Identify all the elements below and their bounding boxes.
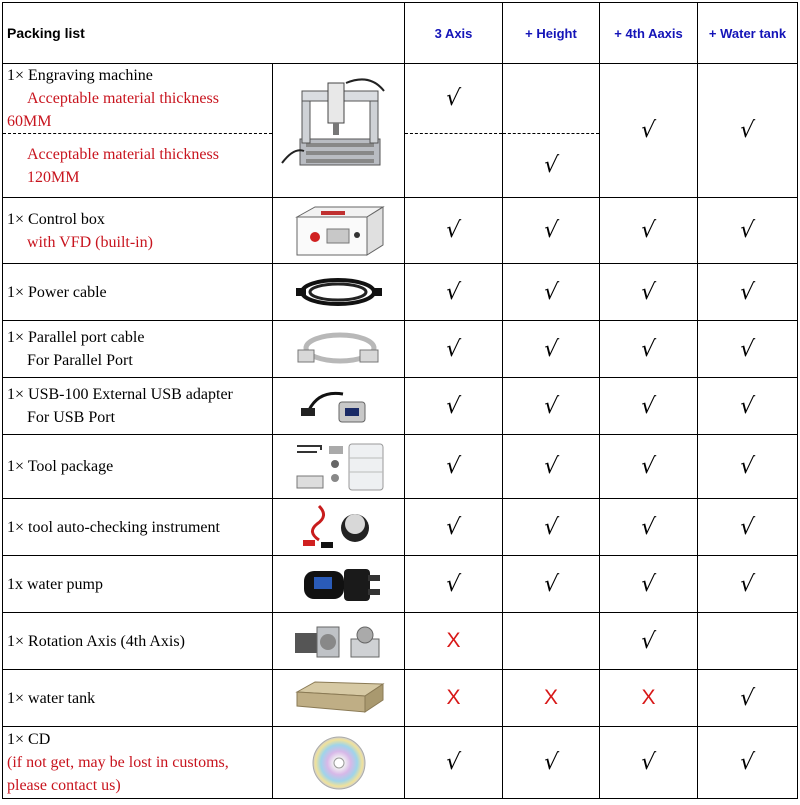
mark-engraving-a-3axis [405, 64, 503, 134]
item-note: 60MM [7, 113, 52, 130]
item-auto-check [3, 499, 273, 556]
checkmark-icon: √ [542, 336, 560, 362]
item-name: 1× CD [7, 731, 51, 748]
header-row [3, 3, 798, 64]
table-row-auto-check [3, 499, 798, 556]
cnc-machine-icon [280, 77, 398, 185]
mark-cd-water-tank [698, 727, 798, 799]
mark-tool-package-height [503, 435, 600, 499]
mark-water-pump-water-tank [698, 556, 798, 613]
item-name: 1× USB-100 External USB adapter [7, 386, 233, 403]
water-tank-icon [291, 678, 387, 718]
mark-parallel-cable-4th-axis [600, 321, 698, 378]
item-name: 1× water tank [7, 689, 96, 707]
checkmark-icon: √ [445, 86, 462, 111]
cross-icon: X [641, 686, 656, 709]
checkmark-icon: √ [739, 454, 756, 479]
checkmark-icon: √ [445, 218, 462, 243]
mark-control-box-4th-axis [600, 198, 698, 264]
checkmark-icon: √ [542, 218, 560, 243]
checkmark-icon: √ [445, 454, 462, 479]
checkmark-icon: √ [640, 628, 657, 654]
engraving-machine-image [273, 64, 405, 198]
item-note: with VFD (built-in) [27, 233, 153, 251]
checkmark-icon: √ [640, 454, 657, 479]
water-pump-image [273, 556, 405, 613]
checkmark-icon: √ [640, 118, 657, 143]
item-note: (if not get, may be lost in customs, [7, 754, 229, 771]
checkmark-icon: √ [640, 750, 657, 775]
item-note: For USB Port [27, 409, 116, 426]
mark-auto-check-height [503, 499, 600, 556]
checkmark-icon: √ [739, 393, 756, 419]
checkmark-icon: √ [445, 571, 462, 597]
mark-parallel-cable-3axis [405, 321, 503, 378]
checkmark-icon: √ [542, 514, 560, 540]
checkmark-icon: √ [542, 153, 560, 178]
checkmark-icon: √ [739, 118, 756, 143]
checkmark-icon: √ [445, 336, 462, 362]
checkmark-icon: √ [445, 514, 462, 540]
water-pump-icon [294, 561, 384, 607]
mark-power-cable-3axis [405, 264, 503, 321]
checkmark-icon: √ [445, 750, 462, 775]
item-water-tank [3, 670, 273, 727]
item-note: 120MM [27, 168, 80, 186]
checkmark-icon: √ [542, 454, 560, 479]
mark-auto-check-3axis [405, 499, 503, 556]
mark-water-tank-water-tank [698, 670, 798, 727]
mark-rotation-axis-3axis [405, 613, 503, 670]
table-row-power-cable [3, 264, 798, 321]
item-name: 1× Rotation Axis (4th Axis) [7, 632, 185, 650]
mark-tool-package-4th-axis [600, 435, 698, 499]
item-power-cable [3, 264, 273, 321]
item-name: 1× tool auto-checking instrument [7, 518, 220, 536]
mark-parallel-cable-height [503, 321, 600, 378]
mark-engraving-a-height [503, 64, 600, 134]
table-row-usb-adapter [3, 378, 798, 435]
mark-control-box-3axis [405, 198, 503, 264]
mark-tool-package-water-tank [698, 435, 798, 499]
mark-power-cable-water-tank [698, 264, 798, 321]
table-row-control-box [3, 198, 798, 264]
checkmark-icon: √ [739, 336, 756, 362]
parallel-cable-icon [294, 328, 384, 370]
mark-water-pump-height [503, 556, 600, 613]
auto-check-image [273, 499, 405, 556]
item-note: please contact us) [7, 777, 121, 794]
table-row-engraving-a [3, 64, 798, 134]
item-engraving-machine [3, 64, 273, 134]
checkmark-icon: √ [640, 279, 657, 305]
mark-power-cable-4th-axis [600, 264, 698, 321]
cross-icon: X [446, 686, 461, 709]
mark-control-box-water-tank [698, 198, 798, 264]
rotation-axis-icon [291, 617, 387, 665]
mark-auto-check-water-tank [698, 499, 798, 556]
item-cd [3, 727, 273, 799]
parallel-cable-image [273, 321, 405, 378]
table-row-water-pump [3, 556, 798, 613]
mark-usb-adapter-water-tank [698, 378, 798, 435]
mark-usb-adapter-3axis [405, 378, 503, 435]
item-note: For Parallel Port [27, 352, 133, 369]
column-height: + Height [503, 3, 600, 64]
item-tool-package [3, 435, 273, 499]
item-note: Acceptable material thickness [27, 145, 219, 163]
column-4th-axis: + 4th Aaxis [600, 3, 698, 64]
item-rotation-axis [3, 613, 273, 670]
checkmark-icon: √ [739, 571, 756, 597]
mark-control-box-height [503, 198, 600, 264]
table-row-cd [3, 727, 798, 799]
mark-rotation-axis-height [503, 613, 600, 670]
mark-cd-4th-axis [600, 727, 698, 799]
checkmark-icon: √ [542, 393, 560, 419]
rotation-axis-image [273, 613, 405, 670]
power-cable-icon [294, 272, 384, 312]
item-usb-adapter [3, 378, 273, 435]
cross-icon: X [446, 629, 461, 652]
checkmark-icon: √ [640, 571, 657, 597]
item-control-box [3, 198, 273, 264]
column-3-axis: 3 Axis [405, 3, 503, 64]
mark-water-pump-4th-axis [600, 556, 698, 613]
mark-auto-check-4th-axis [600, 499, 698, 556]
cross-icon: X [543, 686, 558, 709]
cd-icon [311, 735, 367, 791]
usb-adapter-icon [299, 384, 379, 428]
control-box-image [273, 198, 405, 264]
table-row-parallel-cable [3, 321, 798, 378]
packing-list-title: Packing list [3, 3, 405, 64]
mark-water-tank-3axis [405, 670, 503, 727]
checkmark-icon: √ [445, 393, 462, 419]
checkmark-icon: √ [640, 514, 657, 540]
packing-list-table [2, 2, 798, 799]
item-name: 1× Parallel port cable [7, 329, 145, 346]
checkmark-icon: √ [739, 685, 756, 711]
table-row-water-tank [3, 670, 798, 727]
item-note: Acceptable material thickness [27, 90, 219, 107]
cd-image [273, 727, 405, 799]
checkmark-icon: √ [739, 279, 756, 305]
mark-water-pump-3axis [405, 556, 503, 613]
item-parallel-cable [3, 321, 273, 378]
power-cable-image [273, 264, 405, 321]
item-name: 1× Power cable [7, 283, 107, 301]
item-name: 1× Tool package [7, 458, 114, 475]
checkmark-icon: √ [542, 571, 560, 597]
item-water-pump [3, 556, 273, 613]
mark-engraving-water-tank [698, 64, 798, 198]
checkmark-icon: √ [640, 393, 657, 419]
mark-engraving-4th-axis [600, 64, 698, 198]
mark-engraving-b-height [503, 134, 600, 198]
checkmark-icon: √ [739, 750, 756, 775]
item-name: 1x water pump [7, 575, 103, 593]
usb-adapter-image [273, 378, 405, 435]
mark-cd-height [503, 727, 600, 799]
mark-parallel-cable-water-tank [698, 321, 798, 378]
mark-power-cable-height [503, 264, 600, 321]
mark-water-tank-4th-axis [600, 670, 698, 727]
item-name: 1× Control box [7, 210, 105, 228]
checkmark-icon: √ [640, 336, 657, 362]
item-name: 1× Engraving machine [7, 67, 153, 84]
mark-usb-adapter-height [503, 378, 600, 435]
mark-engraving-b-3axis [405, 134, 503, 198]
mark-rotation-axis-water-tank [698, 613, 798, 670]
mark-usb-adapter-4th-axis [600, 378, 698, 435]
mark-tool-package-3axis [405, 435, 503, 499]
checkmark-icon: √ [739, 514, 756, 540]
item-engraving-option-b [3, 134, 273, 198]
checkmark-icon: √ [542, 279, 560, 305]
tool-sensor-icon [299, 502, 379, 552]
mark-cd-3axis [405, 727, 503, 799]
tool-package-icon [291, 440, 387, 494]
checkmark-icon: √ [445, 279, 462, 305]
table-row-rotation-axis [3, 613, 798, 670]
tool-package-image [273, 435, 405, 499]
control-box-icon [291, 203, 387, 259]
water-tank-image [273, 670, 405, 727]
mark-rotation-axis-4th-axis [600, 613, 698, 670]
table-row-tool-package [3, 435, 798, 499]
checkmark-icon: √ [542, 750, 560, 775]
mark-water-tank-height [503, 670, 600, 727]
checkmark-icon: √ [640, 218, 657, 243]
checkmark-icon: √ [739, 218, 756, 243]
column-water-tank: + Water tank [698, 3, 798, 64]
